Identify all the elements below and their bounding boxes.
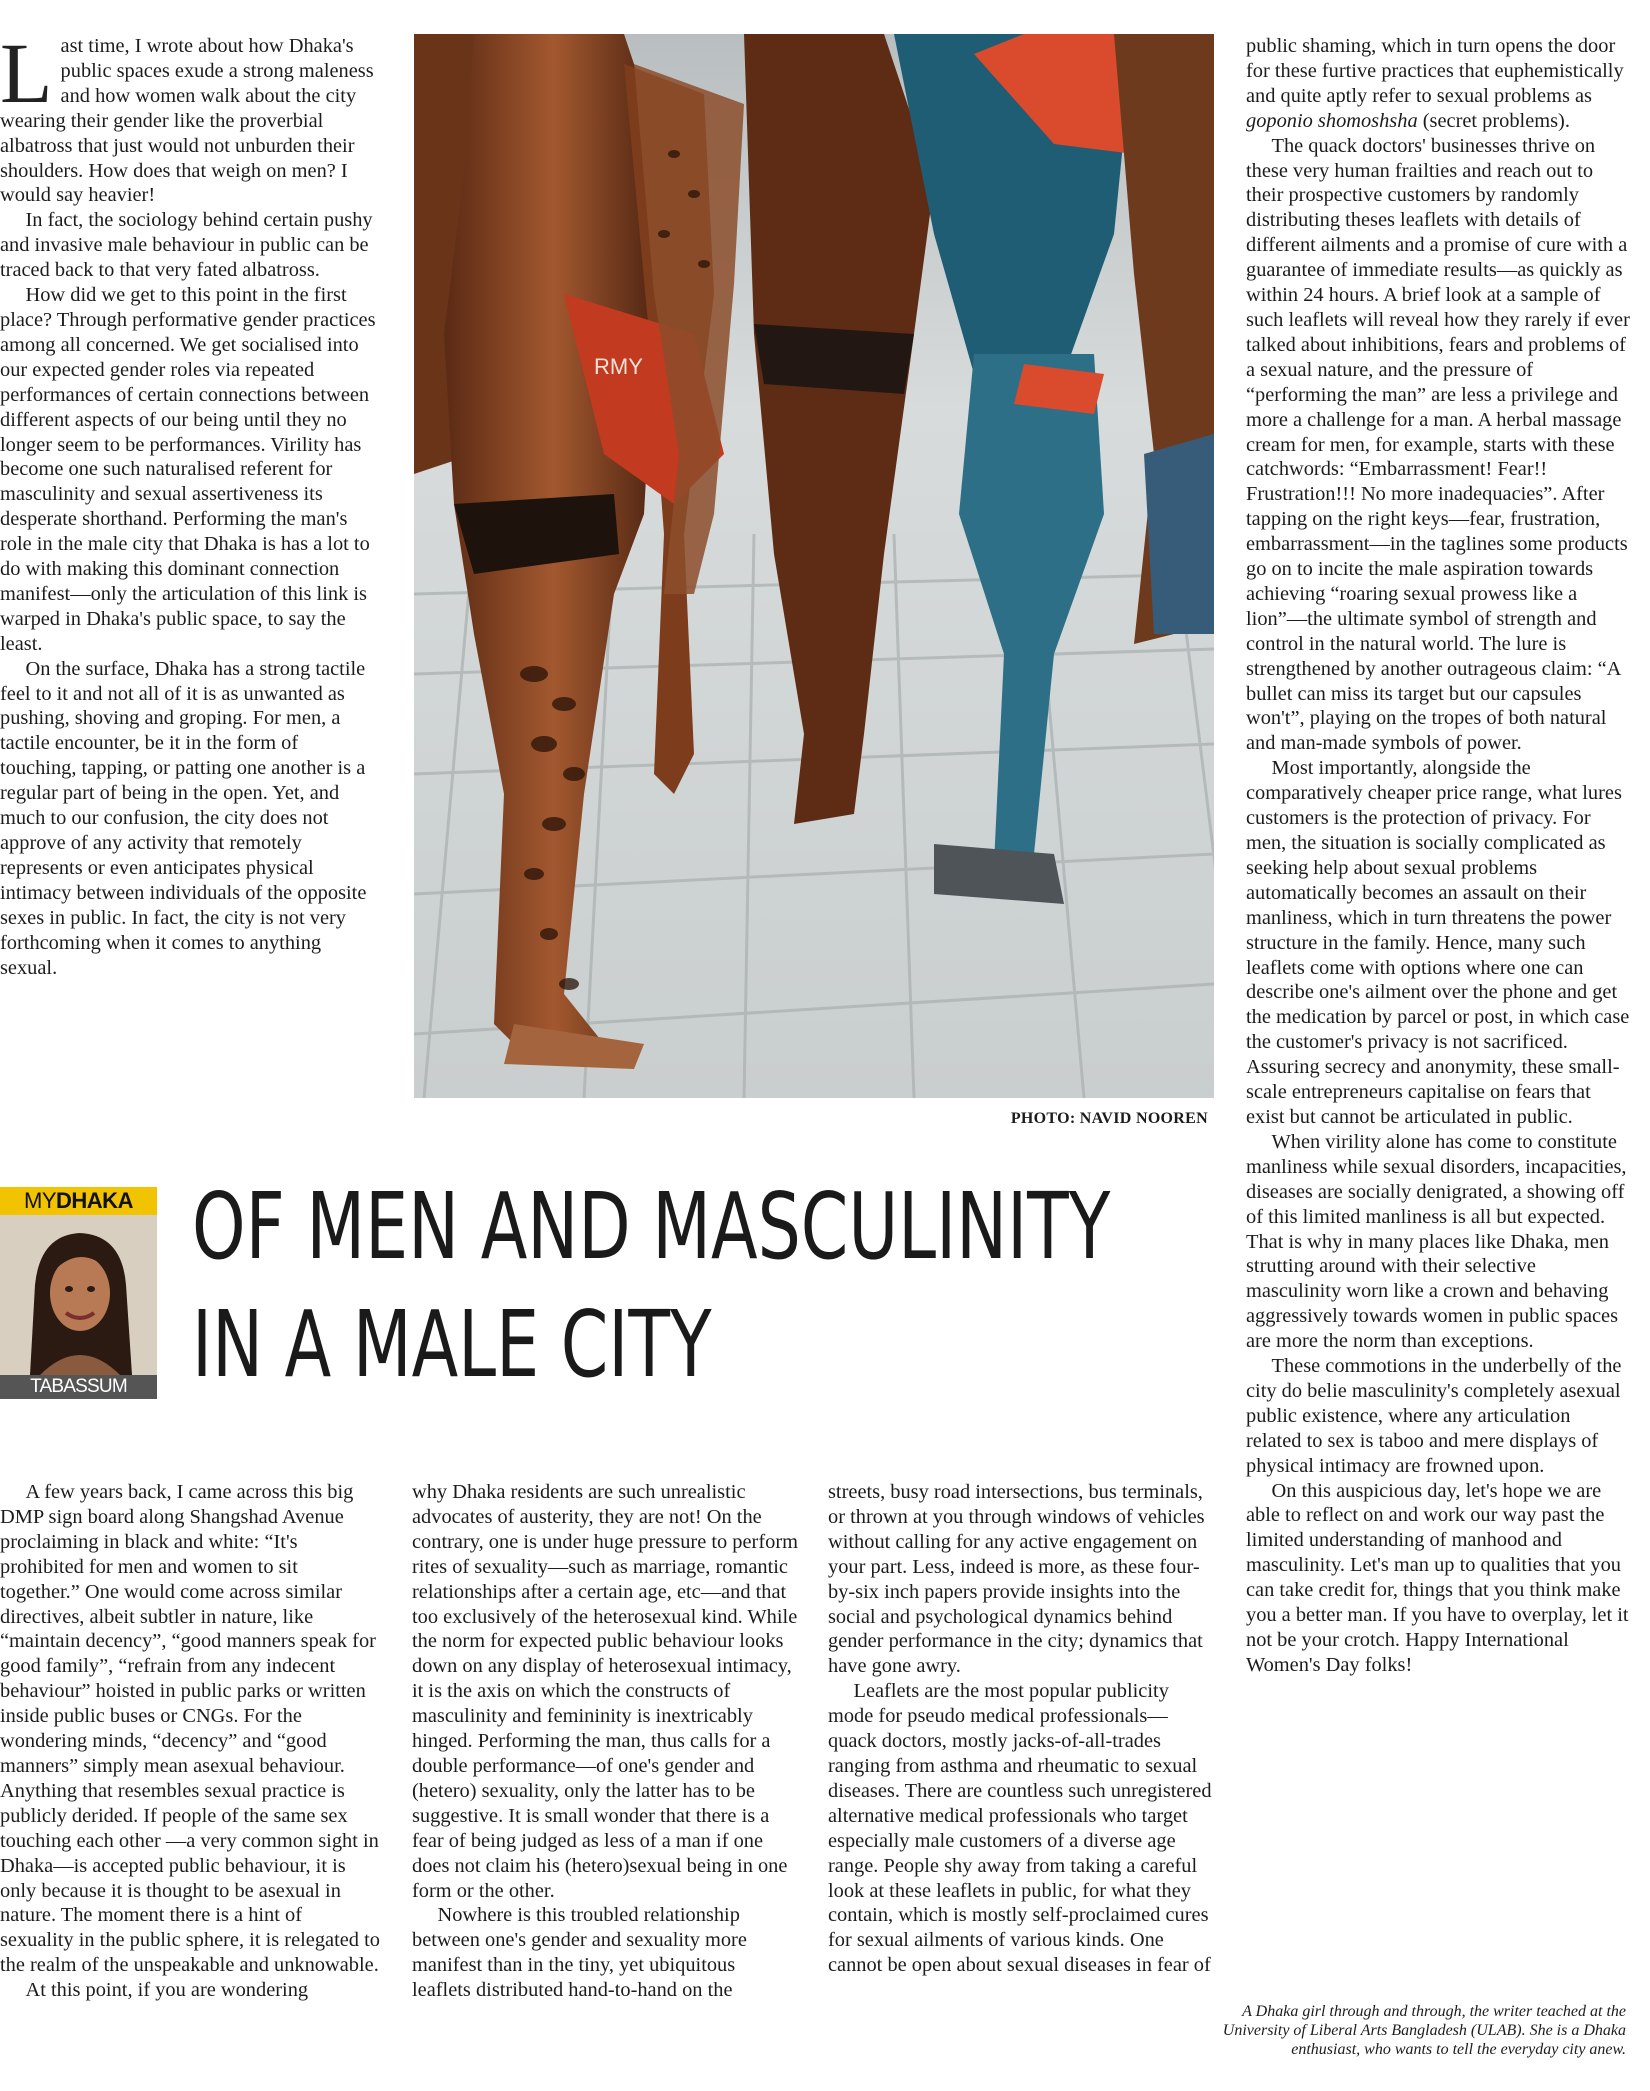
author-name: TABASSUM ZAMAN	[0, 1375, 157, 1399]
drop-cap: L	[0, 25, 53, 121]
paragraph: Leaflets are the most popular publicity mode for pseudo medical professionals—quack doctors, mostly jacks-of-all-trades ranging from asthma and rheumatic to sexual diseases. There are countless such unregistered alternative medical professionals who target especially male customers of a diverse age range. People shy away from taking a careful look at these leaflets in public, for what they contain, which is mostly self-proclaimed cures for sexual ailments of various kinds. One cannot be open about sexual diseases in fear of	[828, 1680, 1212, 1977]
author-portrait	[0, 1215, 157, 1375]
article-column-bottom-3	[828, 1480, 1216, 1978]
paragraph: When virility alone has come to constitute manliness while sexual disorders, incapacities, diseases are socially denigrated, a showing off of this limited manliness is all but expected. That is why in many places like Dhaka, men strutting around with their selective masculinity worn like a crown and behaving aggressively towards women in public spaces are more the norm than exceptions.	[1246, 1130, 1627, 1353]
paragraph: streets, busy road intersections, bus terminals, or thrown at you through windows of vehicles without calling for any active engagement on your part. Less, indeed is more, as these four-by-six inch papers provide insights into the social and psychological dynamics behind gender performance in the city; dynamics that have gone awry.	[828, 1481, 1205, 1678]
byline-box	[0, 1187, 157, 1421]
photo-credit: PHOTO: NAVID NOOREN	[1010, 1110, 1208, 1127]
author-photo	[0, 1215, 157, 1375]
headline-line-1: OF MEN AND MASCULINITY	[192, 1173, 1111, 1280]
paragraph: How did we get to this point in the first place? Through performative gender practices among all concerned. We get socialised into our expected gender roles via repeated performances of certain connections between different aspects of our being until they no longer seem to be performances. Virility has become one such naturalised referent for masculinity and sexual assertiveness its desperate shorthand. Performing the man's role in the male city that Dhaka is has a lot to do with making this dominant connection manifest—only the articulation of this link is warped in Dhaka's public space, to say the least.	[0, 284, 376, 655]
article-photo	[414, 34, 1214, 1098]
paragraph: At this point, if you are wondering	[25, 1979, 309, 2002]
emphasis-text: goponio shomoshsha	[1246, 109, 1418, 132]
paragraph: A few years back, I came across this big DMP sign board along Shangshad Avenue proclaiming in black and white: “It's prohibited for men and women to sit together.” One would come across similar directives, albeit subtler in nature, like “maintain decency”, “good manners speak for good family”, “refrain from any indecent behaviour” hoisted in public parks or written inside public buses or CNGs. For the wondering minds, “decency” and “good manners” simply mean asexual behaviour. Anything that resembles sexual practice is publicly derided. If people of the same sex touching each other —a very common sight in Dhaka—is accepted public behaviour, it is only because it is thought to be asexual in nature. The moment there is a hint of sexuality in the public sphere, it is relegated to the realm of the unspeakable and unknowable.	[0, 1481, 380, 1977]
article-column-bottom-2	[412, 1480, 798, 2003]
shirt-text: RMY	[594, 354, 643, 379]
paragraph: On the surface, Dhaka has a strong tactile feel to it and not all of it is as unwanted as pushing, shoving and groping. For men, a tactile encounter, be it in the form of touching, tapping, or patting one another is a regular part of being in the open. Yet, and much to our confusion, the city does not approve of any activity that remotely represents or even anticipates physical intimacy between individuals of the opposite sexes in public. In fact, the city is not very forthcoming when it comes to anything sexual.	[0, 657, 367, 979]
paragraph: Most importantly, alongside the comparatively cheaper price range, what lures customers is the protection of privacy. For men, the situation is socially complicated as seeking help about sexual problems automatically becomes an assault on their manliness, which in turn threatens the power structure in the family. Hence, many such leaflets come with options where one can describe one's ailment over the phone and get the medication by parcel or post, in which case the customer's privacy is not sacrificed. Assuring secrecy and anonymity, these small-scale entrepreneurs capitalise on fears that exist but cannot be articulated in public.	[1246, 757, 1630, 1128]
paragraph: These commotions in the underbelly of the city do belie masculinity's completely asexual public existence, where any articulation related to sex is taboo and mere displays of physical intimacy are frowned upon.	[1246, 1355, 1622, 1477]
article-column-bottom-1	[0, 1480, 380, 2003]
paragraph: public shaming, which in turn opens the door for these furtive practices that euphemistically and quite aptly refer to sexual problems as goponio shomoshsha (secret problems).	[1246, 35, 1624, 132]
article-column-top-left	[0, 25, 378, 980]
paragraph: In fact, the sociology behind certain pushy and invasive male behaviour in public can be traced back to that very fated albatross.	[0, 209, 373, 282]
section-kicker: MYDHAKA	[0, 1187, 157, 1215]
paragraph: why Dhaka residents are such unrealistic advocates of austerity, they are not! On the contrary, one is under huge pressure to perform rites of sexuality—such as marriage, romantic relationships after a certain age, etc—and that too exclusively of the heterosexual kind. While the norm for expected public behaviour looks down on any display of heterosexual intimacy, it is the axis on which the constructs of masculinity and femininity is inextricably hinged. Performing the man, thus calls for a double performance—of one's gender and (hetero) sexuality, only the latter has to be suggestive. It is small wonder that there is a fear of being judged as less of a man if one does not claim his (hetero)sexual being in one form or the other.	[412, 1481, 798, 1902]
headline	[192, 1168, 1111, 1404]
headline-line-2: IN A MALE CITY	[192, 1291, 712, 1398]
author-bio: A Dhaka girl through and through, the writer teached at the University of Liberal Arts Bangladesh (ULAB). She is a Dhaka enthusiast, who wants to tell the everyday city anew.	[1222, 2003, 1626, 2058]
paragraph: ast time, I wrote about how Dhaka's public spaces exude a strong maleness and how women walk about the city wearing their gender like the proverbial albatross that just would not unburden their shoulders. How does that weigh on men? I would say heavier!	[0, 35, 374, 207]
paragraph: The quack doctors' businesses thrive on these very human frailties and reach out to their prospective customers by randomly distributing theses leaflets with details of different ailments and a promise of cure with a guarantee of immediate results—as quickly as within 24 hours. A brief look at a sample of such leaflets will reveal how they rarely if ever talked about inhibitions, fears and problems of a sexual nature, and the pressure of “performing the man” are less a privilege and more a challenge for a man. A herbal massage cream for men, for example, starts with these catchwords: “Embarrassment! Fear!! Frustration!!! No more inadequacies”. After tapping on the right keys—fear, frustration, embarrassment—in the taglines some products go on to incite the male aspiration towards achieving “roaring sexual prowess like a lion”—the ultimate symbol of strength and control in the natural world. The lure is strengthened by another outrageous claim: “A bullet can miss its target but our capsules won't”, playing on the tropes of both natural and man-made symbols of power.	[1246, 134, 1630, 755]
paragraph: On this auspicious day, let's hope we are able to reflect on and work our way past the limited understanding of manhood and masculinity. Let's man up to qualities that you can take credit for, things that you think make you a better man. If you have to overplay, let it not be your crotch. Happy International Women's Day folks!	[1246, 1479, 1629, 1676]
paragraph: Nowhere is this troubled relationship between one's gender and sexuality more manifest than in the tiny, yet ubiquitous leaflets distributed hand-to-hand on the	[412, 1904, 747, 2002]
article-column-right	[1246, 34, 1630, 1678]
bodybuilders-photo-illustration	[414, 34, 1214, 1098]
